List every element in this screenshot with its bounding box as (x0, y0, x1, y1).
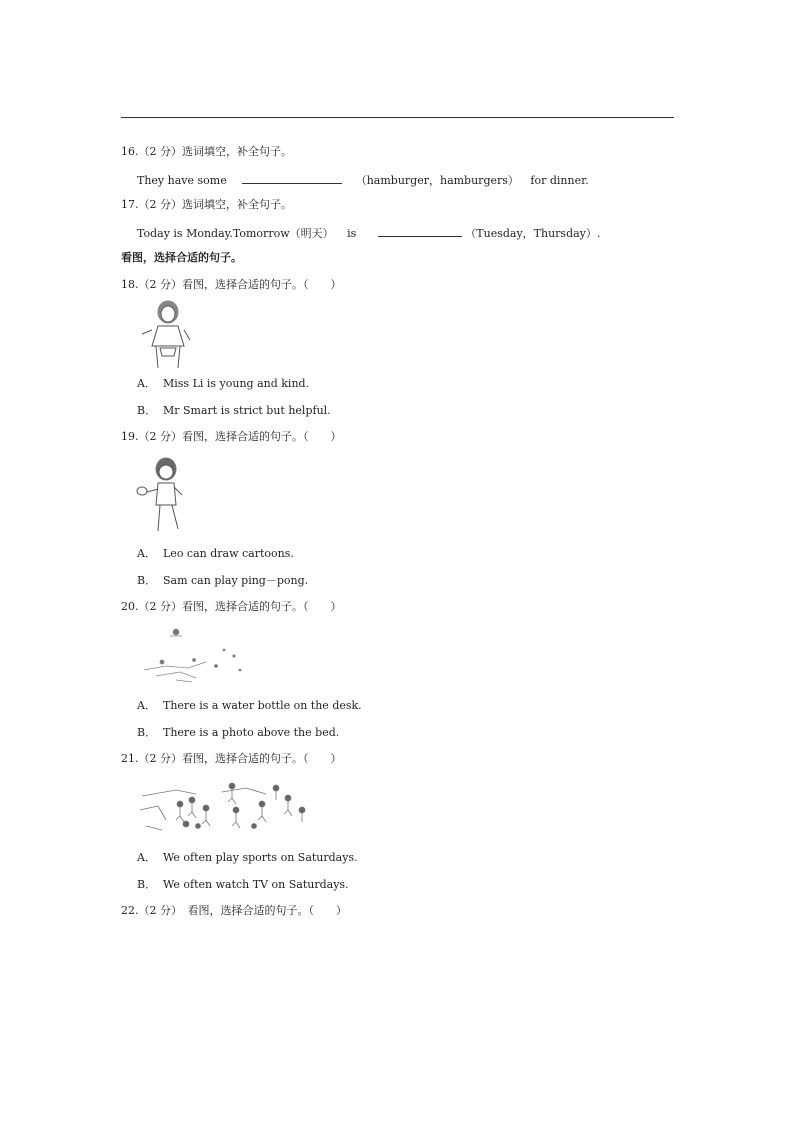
q18-option-a-letter: A． (137, 377, 156, 390)
q21-header: 21.（2 分）看图，选择合适的句子。（ ） (121, 752, 342, 765)
q17-blank[interactable] (378, 225, 462, 237)
q16-sentence-end: for dinner. (530, 174, 589, 187)
q21-option-a-letter: A． (137, 851, 156, 864)
q20-option-b-letter: B． (137, 726, 157, 739)
q16-sentence (137, 172, 589, 188)
q21-option-a[interactable] (137, 851, 358, 865)
q19-option-b-text: Sam can play ping－pong. (163, 574, 309, 587)
q19-option-a[interactable] (137, 547, 294, 561)
q20-option-a[interactable] (137, 699, 362, 713)
q22-header: 22.（2 分） 看图，选择合适的句子。（ ） (121, 904, 347, 917)
q17-header: 17.（2 分）选词填空，补全句子。 (121, 198, 292, 211)
q19-option-a-letter: A． (137, 547, 156, 560)
faded-scene-illustration-icon (136, 626, 252, 688)
q16-choices: （hamburger，hamburgers） (355, 174, 519, 187)
header-rule (121, 117, 674, 118)
q19-option-b[interactable] (137, 574, 308, 588)
q18-option-b-text: Mr Smart is strict but helpful. (163, 404, 331, 417)
q18-header: 18.（2 分）看图，选择合适的句子。（ ） (121, 278, 342, 291)
q18-option-a-text: Miss Li is young and kind. (163, 377, 310, 390)
q17-choices: （Tuesday，Thursday）. (465, 227, 601, 240)
q17-sentence (137, 225, 600, 241)
q21-option-b[interactable] (137, 878, 349, 892)
section-title: 看图，选择合适的句子。 (121, 251, 242, 264)
q16-blank[interactable] (242, 172, 342, 184)
q18-option-a[interactable] (137, 377, 309, 391)
q20-header: 20.（2 分）看图，选择合适的句子。（ ） (121, 600, 342, 613)
q21-option-b-letter: B． (137, 878, 157, 891)
q20-option-b[interactable] (137, 726, 339, 740)
q17-sentence-start: Today is Monday.Tomorrow（明天） (137, 227, 334, 240)
q19-header: 19.（2 分）看图，选择合适的句子。（ ） (121, 430, 342, 443)
q21-option-b-text: We often watch TV on Saturdays. (163, 878, 349, 891)
q16-header: 16.（2 分）选词填空，补全句子。 (121, 145, 292, 158)
q21-option-a-text: We often play sports on Saturdays. (163, 851, 358, 864)
q20-option-a-letter: A． (137, 699, 156, 712)
q16-sentence-start: They have some (137, 174, 227, 187)
teacher-illustration-icon (136, 296, 196, 371)
q17-is-word: is (347, 227, 357, 240)
q20-option-a-text: There is a water bottle on the desk. (163, 699, 362, 712)
q19-option-b-letter: B． (137, 574, 157, 587)
boy-ping-pong-illustration-icon (134, 455, 190, 535)
children-playing-sports-illustration-icon (136, 776, 314, 836)
q20-option-b-text: There is a photo above the bed. (163, 726, 340, 739)
q19-option-a-text: Leo can draw cartoons. (163, 547, 294, 560)
q18-option-b-letter: B． (137, 404, 157, 417)
q18-option-b[interactable] (137, 404, 331, 418)
